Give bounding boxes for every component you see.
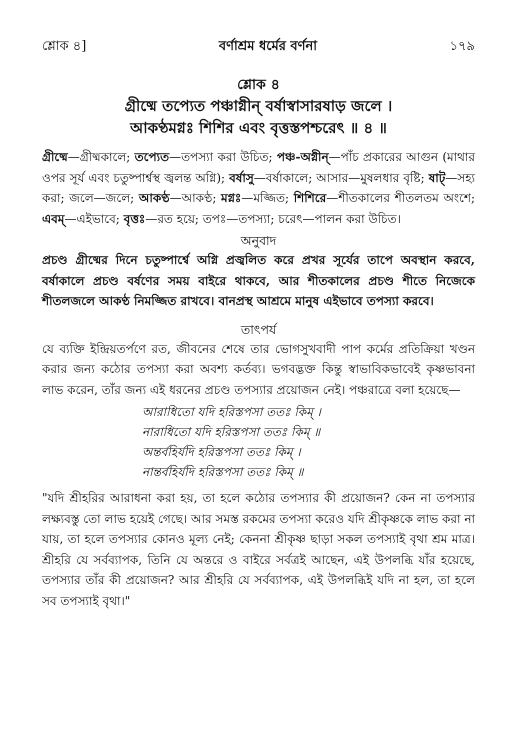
synonym-word: তপ্যেত: [134, 150, 170, 164]
synonym-word: মগ্নঃ: [221, 191, 242, 205]
synonym-meaning: —এইভাবে;: [64, 211, 124, 226]
quote-line: নারাধিতো যদি হরিস্তপসা ততঃ কিম্ ॥: [142, 425, 321, 439]
synonym-word: ষাট্: [428, 170, 446, 185]
synonym-meaning: —সহ্য করা; জলে—জলে;: [42, 170, 475, 205]
page-header: [42, 38, 475, 56]
header-verse-ref: শ্লোক ৪]: [42, 39, 87, 54]
quote-line: নান্তর্বহির্যদি হরিস্তপসা ততঃ কিম্ ॥: [142, 465, 304, 479]
synonym-word: পঞ্চ-অগ্নীন্: [276, 150, 329, 164]
purport-paragraph-2: "যদি শ্রীহরির আরাধনা করা হয়, তা হলে কঠোর তপস্যার কী প্রয়োজন? কেন না তপস্যার লক্ষ্যবস্তু তো লাভ হয়েই গেছে। আর সমস্ত রকমের তপস্যা করেও যদি শ্রীকৃষ্ণকে লাভ করা না যায়, তা হলে তপস্যার কোনও মূল্য নেই; কেননা শ্রীকৃষ্ণ ছাড়া সকল তপস্যাই বৃথা শ্রম মাত্র। শ্রীহরি যে সর্বব্যাপক, তিনি যে অন্তরে ও বাইরে সর্বত্রই আছেন, এই উপলব্ধি যাঁর হয়েছে, তপস্যার তাঁর কী প্রয়োজন? আর শ্রীহরি যে সর্বব্যাপক, এই উপলব্ধিই যদি না হল, তা হলে সব তপস্যাই বৃথা।": [42, 491, 475, 608]
quote-line: আরাধিতো যদি হরিস্তপসা ততঃ কিম্ ।: [142, 405, 321, 419]
verse-line-1: গ্রীষ্মে তপ্যেত পঞ্চাগ্নীন্ বর্ষাস্বাসারষাড় জলে ।: [124, 97, 393, 115]
purport-heading: তাৎপর্য: [240, 321, 277, 337]
translation-text: প্রচণ্ড গ্রীষ্মের দিনে চতুষ্পার্শ্বে অগ্নি প্রজ্বলিত করে প্রখর সূর্যের তাপে অবস্থান করবে, বর্ষাকালে প্রচণ্ড বর্ষণের সময় বাইরে থাকবে, আর শীতকালের প্রচণ্ড শীতে নিজেকে শীতলজলে আকণ্ঠ নিমজ্জিত রাখবে। বানপ্রস্থ আশ্রমে মানুষ এইভাবে তপস্যা করবে।: [42, 253, 475, 308]
synonym-meaning: —রত হয়ে; তপঃ—তপস্যা; চরেৎ—পালন করা উচিত।: [145, 211, 401, 226]
synonym-word: গ্রীষ্মে: [42, 150, 68, 164]
synonym-meaning: —মজ্জিত;: [241, 191, 294, 205]
verse-line-2: আকণ্ঠমগ্নঃ শিশির এবং বৃত্তস্তপশ্চরেৎ ॥ ৪ ॥: [130, 119, 387, 137]
synonyms-block: [42, 147, 475, 229]
purport-paragraph-1: যে ব্যক্তি ইন্দ্রিয়তর্পণে রত, জীবনের শেষে তার ভোগসুখবাদী পাপ কর্মের প্রতিক্রিয়া খণ্ডন করার জন্য কঠোর তপস্যা করা অবশ্য কর্তব্য। ভগবদ্ভক্ত কিন্তু স্বাভাবিকভাবেই কৃষ্ণভাবনা লাভ করেন, তাঁর জন্য এই ধরনের প্রচণ্ড তপস্যার প্রয়োজন নেই। পঞ্চরাত্রে বলা হয়েছে—: [42, 341, 475, 397]
synonym-meaning: —বর্ষাকালে; আসার—মুষলধার বৃষ্টি;: [253, 170, 429, 185]
synonym-word: বর্ষাসু: [229, 170, 254, 185]
page-number: ১৭৯: [449, 39, 475, 54]
synonym-word: বৃত্তঃ: [123, 211, 146, 226]
quote-line: অন্তর্বহির্যদি হরিস্তপসা ততঃ কিম্ ।: [142, 445, 301, 459]
synonym-word: এবম্: [42, 211, 65, 226]
synonym-word: শিশিরে: [293, 191, 327, 205]
synonym-meaning: —তপস্যা করা উচিত;: [169, 150, 277, 164]
synonym-meaning: —শীতকালের শীতলতম অংশে;: [326, 191, 475, 205]
verse-number: শ্লোক ৪: [237, 77, 280, 93]
synonym-meaning: —আকণ্ঠ;: [169, 191, 222, 205]
quoted-verse: [42, 402, 475, 482]
translation-heading: অনুবাদ: [240, 233, 277, 248]
synonym-word: আকণ্ঠ: [138, 191, 170, 205]
synonym-meaning: —পাঁচ প্রকারের আগুন (মাথার ওপর সূর্য এবং চতুষ্পার্শ্বস্থ জ্বলন্ত অগ্নি);: [42, 150, 475, 185]
synonym-meaning: —গ্রীষ্মকালে;: [67, 150, 135, 164]
header-chapter-title: বর্ণাশ্রম ধর্মের বর্ণনা: [218, 39, 318, 54]
